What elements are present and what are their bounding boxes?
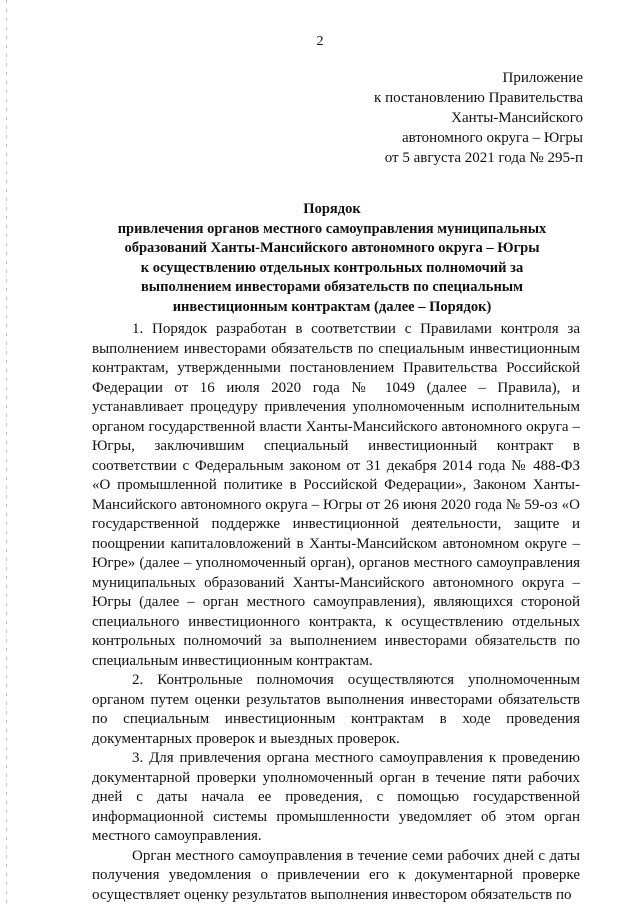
subtitle-line: к осуществлению отдельных контрольных полномочий за: [140, 259, 524, 276]
paragraph-4: Орган местного самоуправления в течение семи рабочих дней с даты получения уведомления о привлечении его к документарной проверке осуществляет оценку результатов выполнения инвестором обязательств по: [92, 847, 580, 903]
subtitle-line: инвестиционным контрактам (далее – Порядок): [172, 298, 492, 315]
subtitle-line: привлечения органов местного самоуправления муниципальных: [117, 220, 547, 237]
appendix-block: [283, 68, 583, 168]
document-heading: [92, 200, 572, 317]
page-number: 2: [316, 34, 324, 49]
document-body: [92, 320, 580, 905]
appendix-line: от 5 августа 2021 года № 295-п: [384, 150, 583, 166]
appendix-line: к постановлению Правительства: [374, 90, 583, 106]
paragraph-2: 2. Контрольные полномочия осуществляются уполномоченным органом путем оценки результатов выполнения инвесторами обязательств по специальным инвестиционным контрактам в ходе проведения документарных проверок и выездных проверок.: [92, 672, 580, 747]
appendix-line: Приложение: [502, 70, 583, 86]
subtitle-line: выполнением инвесторами обязательств по специальным: [140, 279, 524, 295]
paragraph-3: 3. Для привлечения органа местного самоуправления к проведению документарной проверки уполномоченный орган в течение пяти рабочих дней с даты начала ее проведения, с помощью государственной информационной системы промышленности уведомляет об этом орган местного самоуправления.: [92, 750, 580, 844]
paragraph-1: 1. Порядок разработан в соответствии с Правилами контроля за выполнением инвесторами обязательств по специальным инвестиционным контрактам, утвержденными постановлением Правительства Российской Федерации от 16 июля 2020 года № 1049 (далее – Правила), и устанавливает процедуру привлечения уполномоченным исполнительным органом государственной власти Ханты-Мансийского автономного округа – Югры, заключившим специальный инвестиционный контракт в соответствии с Федеральным законом от 31 декабря 2014 года № 488-ФЗ «О промышленной политике в Российской Федерации», Законом Ханты-Мансийского автономного округа – Югры от 26 июня 2020 года № 59-оз «О государственной поддержке инвестиционной деятельности, защите и поощрении капиталовложений в Ханты-Мансийском автономном округе – Югре» (далее – уполномоченный орган), органов местного самоуправления муниципальных образований Ханты-Мансийского автономного округа – Югры (далее – орган местного самоуправления), являющихся стороной специального инвестиционного контракта, к осуществлению отдельных контрольных полномочий за выполнением инвесторами обязательств по специальным инвестиционным контрактам.: [92, 321, 580, 669]
appendix-line: Ханты-Мансийского: [451, 110, 583, 126]
document-title: Порядок: [303, 201, 361, 217]
scan-edge: [6, 0, 7, 905]
appendix-line: автономного округа – Югры: [401, 130, 583, 146]
subtitle-line: образований Ханты-Мансийского автономного округа – Югры: [124, 240, 540, 256]
